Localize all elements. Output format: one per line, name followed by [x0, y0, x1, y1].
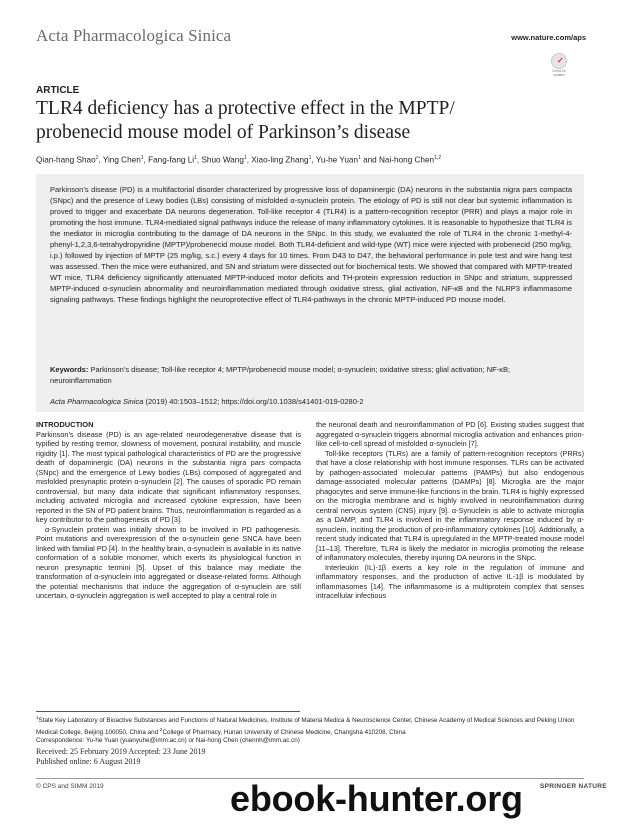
copyright-notice: © CPS and SIMM 2019	[36, 783, 104, 790]
author-list: Qian-hang Shao$^1$, Ying Chen$^1$, Fang-fang Li$^1$, Shuo Wang$^1$, Xiao-ling Zhang$^1$, Yu-he Yuan$^1$ and Nai-hong Chen$^{1,2}$	[36, 155, 442, 165]
author-affiliation-mark: 1	[358, 155, 361, 161]
abstract-text: Parkinson’s disease (PD) is a multifactorial disorder characterized by progressive loss of dopaminergic (DA) neurons in the substantia nigra pars compacta (SNpc) and the presence of Lewy bodies (LBs) consisting of misfolded α-synuclein protein. The etiology of PD is still not clear but systemic inflammation is proved to trigger and exacerbate DA neurons degeneration. Toll-like receptor 4 (TLR4) is a pattern-recognition receptor (PRR) and plays a major role in promoting the host immune. TLR4-mediated signal pathways induce the release of many inflammatory cytokines. It is reasonable to hypothesize that TLR4 is the mediator in microglia contributing to the damage of DA neurons in the SNpc. In this study, we evaluated the role of TLR4 in the chronic 1-methyl-4-phenyl-1,2,3,6-tetrahydropyridine (MPTP)/probenecid mouse model. Both TLR4-deficient and wild-type (WT) mice were injected with probenecid (250 mg/kg, i.p.) followed by injection of MPTP (25 mg/kg, s.c.) every 4 days for 10 times. From D43 to D47, the behavioral performance in pole test and wire hang test was assessed. Then the mice were euthanized, and SN and striatum were dissected out for biochemical tests. We showed that compared with MPTP-treated WT mice, TLR4 deficiency significantly attenuated MPTP-induced motor deficits and TH-protein expression reduction in SNpc and striatum, suppressed MPTP-induced α-synuclein abnormality and neuroinflammation mediated through oxidative stress, glial activation, NF-κB and the NLRP3 inflammasome signaling pathways. These findings highlight the neuroprotective effect of TLR4-pathways in the chronic MPTP-induced PD mouse model.	[50, 185, 572, 304]
body-paragraph: α-Synuclein protein was initially shown to be involved in PD pathogenesis. Point mutations and overexpression of the α-synuclein gene SNCA have been linked with familial PD [4]. In the healthy brain, α-synuclein is available in its native conformation of a soluble monomer, which exerts its physiological function in neuron presynaptic termini [5]. Upset of this balance may mediate the transformation of α-synuclein into aggregated or disease-related forms. Although the potential mechanisms that induce the aggregation of α-synuclein are still uncertain, α-synuclein aggregation is well accepted to play a central role in	[36, 524, 302, 600]
body-column-left	[36, 420, 301, 601]
citation-doi[interactable]: (2019) 40:1503–1512; https://doi.org/10.1038/s41401-019-0280-2	[143, 397, 364, 406]
journal-website[interactable]: www.nature.com/aps	[511, 33, 586, 42]
author-name: Shuo Wang	[201, 155, 244, 165]
correspondence: Correspondence: Yu-he Yuan (yuanyuhe@imm.ac.cn) or Nai-hong Chen (chennh@imm.ac.cn)	[36, 737, 300, 745]
abstract-box	[36, 174, 584, 412]
affiliation-2: College of Pharmacy, Hunan University of Chinese Medicine, Changsha 410208, China	[162, 728, 406, 736]
keywords	[50, 364, 572, 386]
watermark-text: ebook-hunter.org	[230, 778, 523, 819]
article-type-label: ARTICLE	[36, 85, 80, 96]
publisher-logo: SPRINGER NATURE	[540, 783, 607, 790]
published-date: Published online: 6 August 2019	[36, 757, 141, 766]
author-name: Qian-hang Shao	[36, 155, 96, 165]
footnote-divider	[36, 711, 300, 712]
affiliation-1: State Key Laboratory of Bioactive Substances and Functions of Natural Medicines, Institute of Materia Medica & Neuroscience Center, Chinese Academy of Medical Sciences and Peking Union Medical College, Beijing 100050, China and	[36, 717, 575, 736]
keywords-label: Keywords:	[50, 365, 89, 374]
author-name: Fang-fang Li	[148, 155, 195, 165]
publication-dates	[36, 747, 206, 767]
author-affiliation-mark: 1	[243, 155, 247, 161]
section-heading-introduction: INTRODUCTION	[36, 420, 94, 429]
citation-line	[50, 396, 364, 407]
keywords-list: Parkinson’s disease; Toll-like receptor 4; MPTP/probenecid mouse model; α-synuclein; oxidative stress; glial activation; NF-κB; neuroinflammation	[50, 365, 511, 385]
author-affiliation-mark: 1	[95, 155, 99, 161]
body-paragraph: the neuronal death and neuroinflammation of PD [6]. Existing studies suggest that aggregated α-synuclein triggers abnormal microglia activation and enhances prion-like cell-to-cell spread of misfolded α-synuclein [7].	[316, 420, 584, 448]
author-name: Xiao-ling Zhang	[251, 155, 309, 165]
body-paragraph: Toll-like receptors (TLRs) are a family of pattern-recognition receptors (PRRs) that have a close relationship with host immune responses. TLRs can be activated by pathogen-associated molecular patterns (PAMPs) but also endogenous damage-associated molecular patterns (DAMPs) [8]. Microglia are the major phagocytes and serve immune-like functions in the brain. TLR4 is highly expressed on the microglia membrane and is highly involved in neuroinflammation during central nervous system (CNS) injury [9]. α-Synuclein is able to activate microglia as a DAMP, and TLR4 is involved in the inflammatory response induced by α-synuclein, inciting the production of pro-inflammatory cytokines [10]. Additionally, a recent study indicated that TLR4 is upregulated in the MPTP-treated mouse model [11–13]. Therefore, TLR4 is likely the mediator in microglia promoting the release of inflammatory molecules, thereby injuring DA neurons in the SNpc.	[316, 448, 584, 562]
author-affiliation-mark: 1	[194, 155, 197, 161]
title-line-1: TLR4 deficiency has a protective effect in the MPTP/	[36, 98, 455, 119]
received-accepted-dates: Received: 25 February 2019 Accepted: 23 June 2019	[36, 747, 206, 756]
author-affiliation-mark: 1	[308, 155, 312, 161]
author-name: Yu-he Yuan	[315, 155, 359, 165]
citation-journal: Acta Pharmacologica Sinica	[50, 397, 144, 406]
check-for-updates-badge[interactable]	[548, 53, 570, 79]
journal-name: Acta Pharmacologica Sinica	[36, 26, 232, 45]
body-paragraph: Parkinson’s disease (PD) is an age-related neurodegenerative disease that is typified by resting tremor, slowness of movement, postural instability, and muscle rigidity [1]. The most typical pathological characteristics of PD are the progressive death of dopaminergic (DA) neurons in the substantia nigra pars compacta (SNpc) and the emergence of Lewy bodies (LBs) composed of aggregated and misfolded presynaptic protein α-synuclein [2]. The causes of sporadic PD remain controversial, but many data indicate that significant inflammatory responses, including activated microglia and increased cytokine expression, have been reported in the SN of PD patient brains. Thus, neuroinflammation is regarded as a key contributor to the pathogenesis of PD [3].	[36, 429, 301, 524]
check-updates-icon: ✓	[551, 53, 567, 69]
body-column-right	[316, 420, 584, 601]
affiliations-footnote: $^1$State Key Laboratory of Bioactive Substances and Functions of Natural Medicines, Institute of Materia Medica & Neuroscience Center, Chinese Academy of Medical Sciences and Peking Union Medical College, Beijing 100050, China and $^2$College of Pharmacy, Hunan University of Chinese Medicine, Changsha 410208, China Correspondence: Yu-he Yuan (yuanyuhe@imm.ac.cn) or Nai-hong Chen (chennh@imm.ac.cn)	[36, 714, 584, 746]
article-title	[36, 97, 556, 145]
author-affiliation-mark: 1,2	[434, 155, 442, 161]
body-paragraph: Interleukin (IL)-1β exerts a key role in the regulation of immune and inflammatory responses, and the production of active IL-1β is modulated by inflammasomes [14]. The inflammasome is a multiprotein complex that senses intracellular infectious	[316, 562, 584, 600]
author-affiliation-mark: 1	[140, 155, 144, 161]
author-name: Nai-hong Chen	[379, 155, 435, 165]
title-line-2: probenecid mouse model of Parkinson’s disease	[36, 122, 411, 143]
check-updates-caption: Check for updates	[552, 69, 566, 77]
author-name: Ying Chen	[102, 155, 141, 165]
